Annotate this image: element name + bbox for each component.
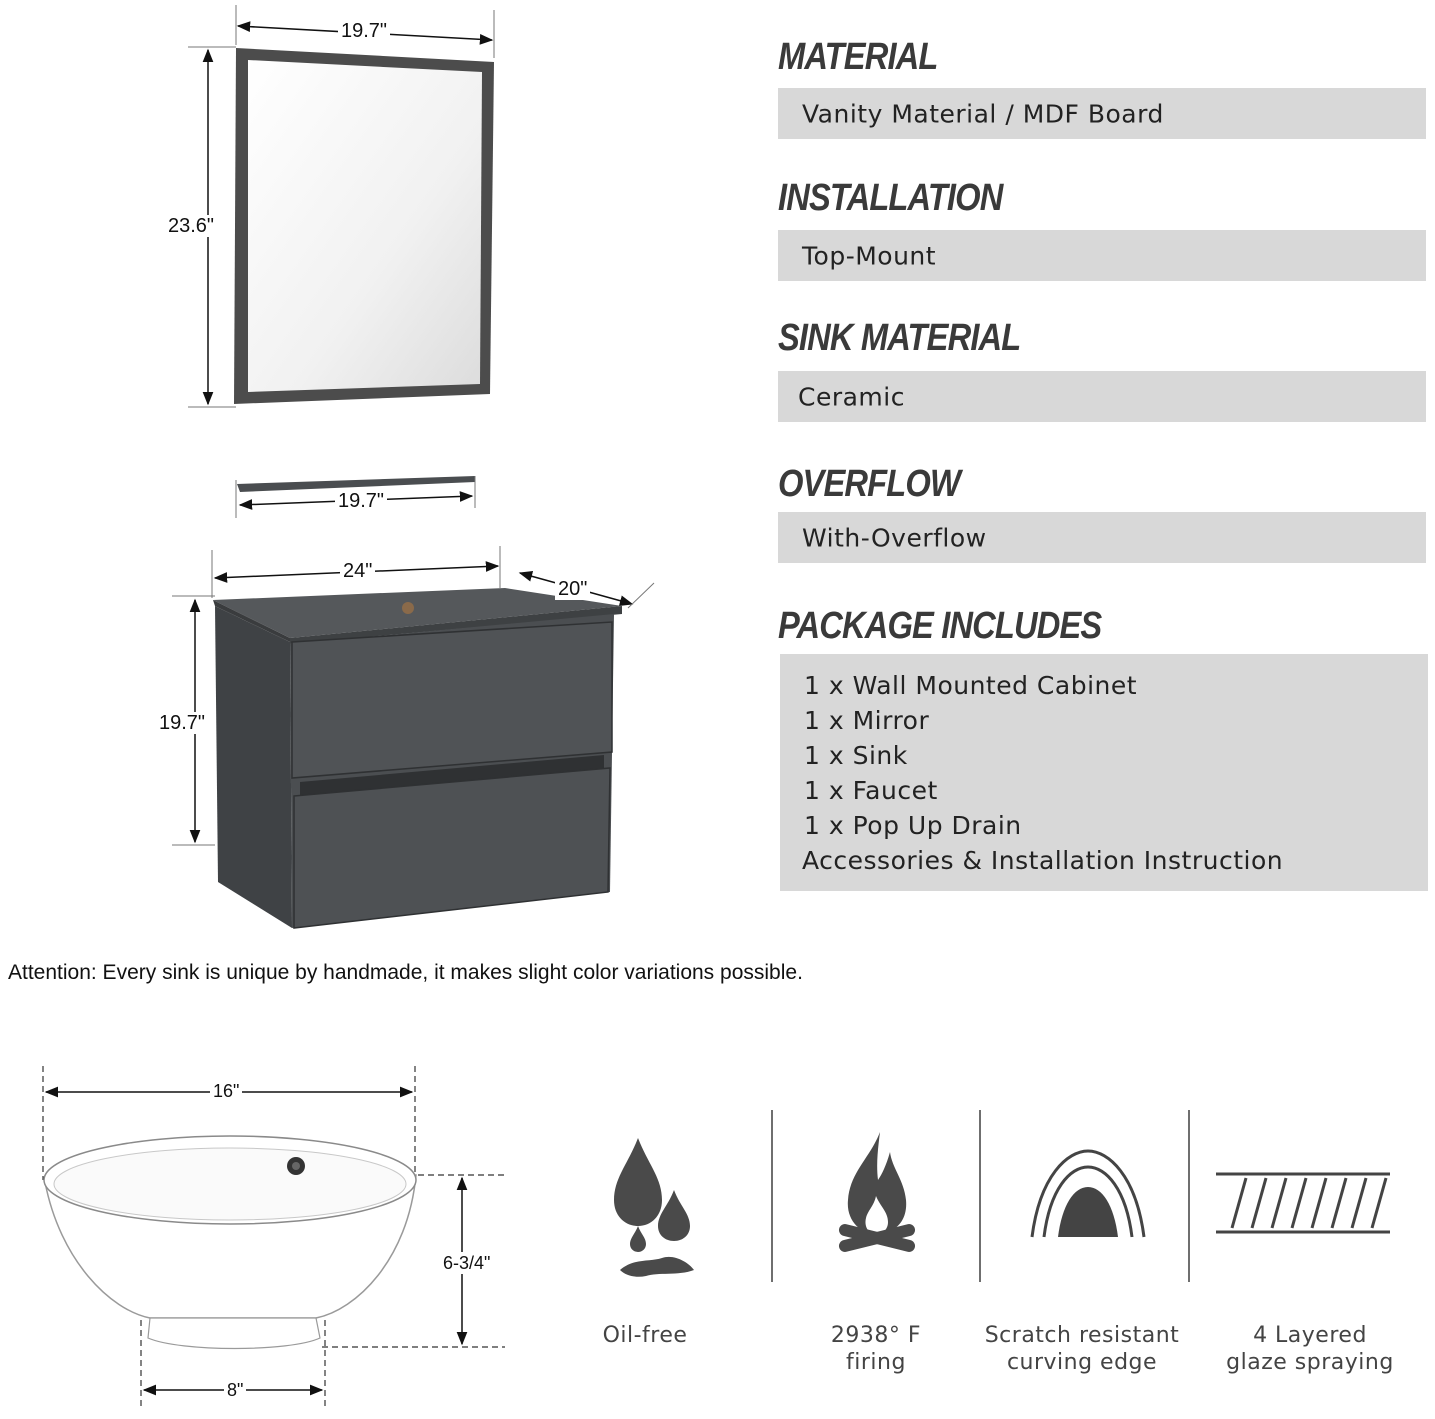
attention-note: Attention: Every sink is unique by handmade, it makes slight color variations possible. — [8, 961, 803, 984]
oil-drops-icon — [600, 1130, 710, 1280]
feature-curving-edge-line1: Scratch resistant — [984, 1323, 1180, 1348]
shelf-width-label: 19.7" — [335, 490, 387, 512]
material-value-box — [778, 88, 1426, 139]
feature-firing-line2: firing — [846, 1350, 906, 1375]
package-item: 1 x Wall Mounted Cabinet — [804, 671, 1138, 700]
feature-glaze-line1: 4 Layered — [1253, 1323, 1367, 1348]
installation-value-box — [778, 230, 1426, 281]
package-list — [804, 668, 1283, 878]
sink-width-label: 16" — [210, 1080, 242, 1102]
material-heading: MATERIAL — [778, 36, 938, 78]
cabinet-width-label: 24" — [340, 560, 375, 582]
sink-bowl-drawing — [30, 1060, 520, 1419]
cabinet-drawing — [160, 540, 660, 940]
feature-glaze — [1200, 1322, 1420, 1376]
cabinet-height-label: 19.7" — [156, 712, 208, 734]
feature-glaze-line2: glaze spraying — [1226, 1350, 1394, 1375]
sink-material-value-box — [778, 371, 1426, 422]
divider — [1188, 1110, 1190, 1282]
feature-oil-free — [565, 1322, 725, 1349]
glaze-layers-icon — [1216, 1170, 1392, 1236]
package-item: 1 x Faucet — [804, 776, 938, 805]
overflow-value-box — [778, 512, 1426, 563]
installation-heading: INSTALLATION — [778, 177, 1003, 219]
overflow-heading: OVERFLOW — [778, 463, 960, 505]
mirror-width-label: 19.7" — [338, 20, 390, 42]
package-item: 1 x Sink — [804, 741, 908, 770]
fire-icon — [832, 1128, 922, 1264]
package-item: Accessories & Installation Instruction — [802, 846, 1284, 875]
sink-material-value: Ceramic — [798, 382, 905, 411]
feature-firing — [796, 1322, 956, 1376]
mirror-height-label: 23.6" — [165, 215, 217, 237]
divider — [771, 1110, 773, 1282]
cabinet-depth-label: 20" — [555, 578, 590, 600]
sink-material-heading: SINK MATERIAL — [778, 317, 1021, 359]
package-item: 1 x Pop Up Drain — [804, 811, 1022, 840]
curved-edge-icon — [1028, 1145, 1148, 1241]
overflow-value: With-Overflow — [802, 523, 987, 552]
installation-value: Top-Mount — [802, 241, 937, 270]
feature-curving-edge — [962, 1322, 1202, 1376]
sink-base-label: 8" — [224, 1379, 246, 1401]
feature-curving-edge-line2: curving edge — [1006, 1350, 1158, 1375]
package-list-box — [780, 654, 1428, 891]
material-value: Vanity Material / MDF Board — [802, 99, 1164, 128]
package-item: 1 x Mirror — [804, 706, 930, 735]
package-heading: PACKAGE INCLUDES — [778, 605, 1102, 647]
feature-firing-line1: 2938° F — [830, 1323, 922, 1348]
divider — [979, 1110, 981, 1282]
sink-height-label: 6-3/4" — [440, 1252, 493, 1274]
feature-oil-free-line1: Oil-free — [602, 1323, 688, 1348]
mirror-drawing — [150, 0, 510, 420]
